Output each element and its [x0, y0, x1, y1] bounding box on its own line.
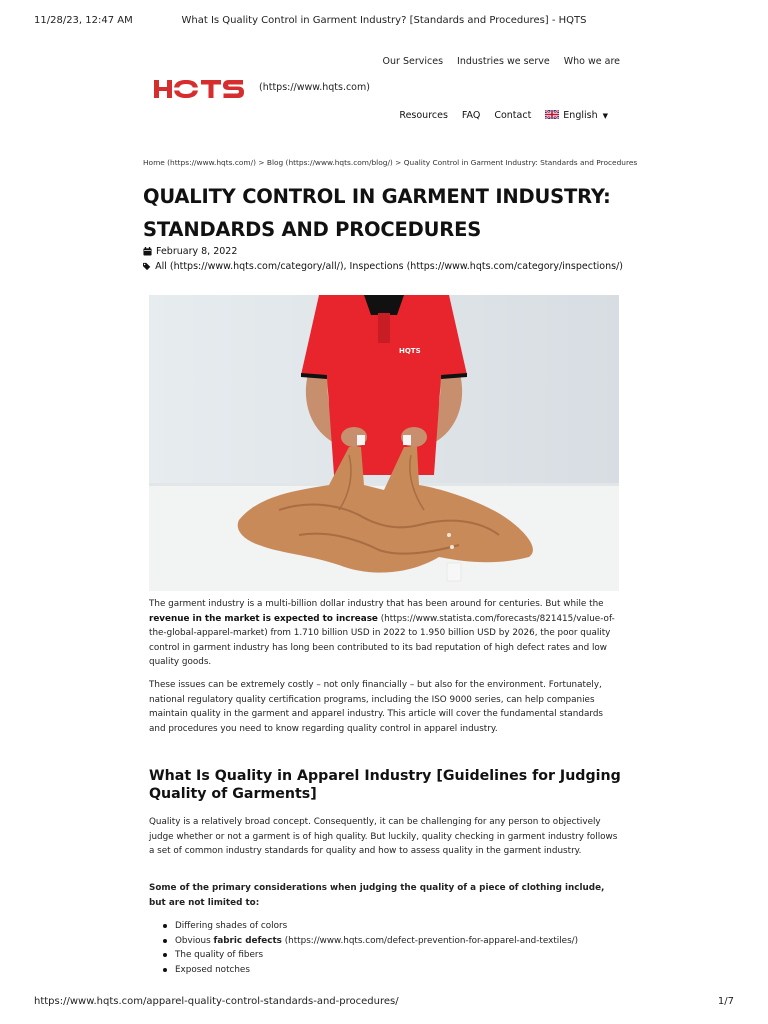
list-item-post: (https://www.hqts.com/defect-prevention-for-apparel-and-textiles/)	[281, 935, 579, 946]
post-categories	[143, 261, 623, 272]
nav-resources[interactable]: Resources	[399, 110, 448, 121]
print-url: https://www.hqts.com/apparel-quality-control-standards-and-procedures/	[34, 996, 399, 1007]
nav-our-services[interactable]: Our Services	[382, 56, 444, 67]
caret-down-icon: ▼	[602, 112, 608, 120]
list-item-pre: Obvious	[175, 935, 214, 946]
intro-text-b: (https://www.statista.com/forecasts/821415/value-of-the-global-apparel-market) from 1.710 billion USD in 2022 to 1.950 billion USD by 2026, the poor quality control in garment industry has long been contributed to its bad reputation of high defect rates and low quality goods.	[149, 613, 615, 668]
print-datetime: 11/28/23, 12:47 AM	[34, 15, 133, 26]
tags-icon	[143, 262, 151, 271]
post-date	[143, 246, 623, 257]
language-label: English	[563, 110, 598, 121]
post-categories-text[interactable]: All (https://www.hqts.com/category/all/), Inspections (https://www.hqts.com/category/inspections/)	[155, 261, 623, 272]
list-item	[161, 934, 578, 949]
nav-faq[interactable]: FAQ	[461, 110, 481, 121]
page-title-line1: QUALITY CONTROL IN GARMENT INDUSTRY:	[143, 185, 611, 208]
page-number: 1/7	[717, 996, 734, 1007]
fabric-defects-link[interactable]: fabric defects	[213, 935, 282, 946]
list-item: The quality of fibers	[161, 948, 578, 963]
hero-image	[149, 295, 619, 591]
list-item: Exposed notches	[161, 963, 578, 978]
nav-contact[interactable]: Contact	[494, 110, 532, 121]
language-selector[interactable]	[545, 110, 608, 121]
considerations-list	[161, 919, 578, 977]
inspector-photo	[149, 295, 619, 591]
breadcrumb[interactable]: Home (https://www.hqts.com/) > Blog (https://www.hqts.com/blog/) > Quality Control in Garment Industry: Standards and Procedures	[143, 158, 638, 167]
page-title-line2: STANDARDS AND PROCEDURES	[143, 218, 482, 241]
quality-paragraph: Quality is a relatively broad concept. Consequently, it can be challenging for any person to objectively judge whether or not a garment is of high quality. But luckily, quality checking in garment industry follows a set of common industry standards for quality and how to assess quality in the garment industry.	[149, 817, 618, 857]
calendar-icon	[143, 247, 152, 256]
list-item: Differing shades of colors	[161, 919, 578, 934]
post-date-text: February 8, 2022	[156, 246, 238, 257]
section-heading: What Is Quality in Apparel Industry [Guidelines for Judging Quality of Garments]	[149, 768, 621, 802]
nav-who-we-are[interactable]: Who we are	[563, 56, 620, 67]
hqts-logo-icon	[153, 78, 257, 100]
intro-text-a: The garment industry is a multi-billion dollar industry that has been around for centuries. But while the	[149, 599, 604, 609]
uk-flag-icon	[545, 110, 559, 119]
page-title	[143, 180, 623, 246]
svg-text:HQTS: HQTS	[399, 347, 421, 355]
revenue-link[interactable]: revenue in the market is expected to increase	[149, 613, 378, 624]
print-title: What Is Quality Control in Garment Industry? [Standards and Procedures] - HQTS	[181, 15, 587, 26]
nav-industries[interactable]: Industries we serve	[457, 56, 550, 67]
top-navigation	[383, 56, 620, 67]
secondary-navigation	[399, 110, 608, 121]
site-logo[interactable]	[153, 78, 370, 100]
logo-link-text[interactable]: (https://www.hqts.com)	[259, 82, 370, 93]
intro-paragraph	[149, 597, 621, 670]
issues-paragraph: These issues can be extremely costly – not only financially – but also for the environment. Fortunately, national regulatory quality certification programs, including the ISO 9000 series, can help companies maintain quality in the garment and apparel industry. This article will cover the fundamental standards and procedures you need to know regarding quality control in apparel industry.	[149, 680, 603, 734]
considerations-paragraph: Some of the primary considerations when judging the quality of a piece of clothing include, but are not limited to:	[149, 883, 605, 908]
